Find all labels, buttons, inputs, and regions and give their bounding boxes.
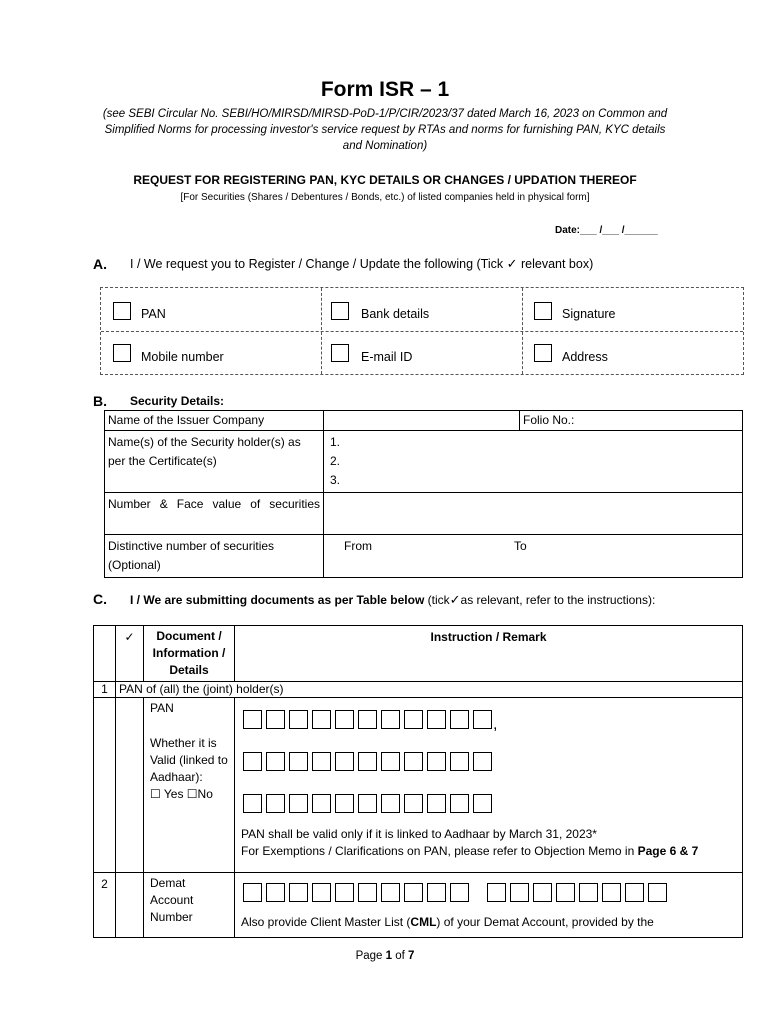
date-field[interactable]: Date:___ /___ /______ [555, 225, 658, 236]
form-title: Form ISR – 1 [320, 78, 450, 101]
issuer-label: Name of the Issuer Company [105, 411, 324, 431]
row1-valid-label: Whether it is Valid (linked to Aadhaar): [150, 736, 228, 784]
section-a-text [130, 256, 593, 272]
email-checkbox[interactable] [331, 344, 349, 362]
distinctive-label: Distinctive number of securities (Optional) [105, 535, 324, 578]
face-value-label: Number & Face value of securities [105, 493, 324, 535]
row1-tick-cell[interactable] [116, 698, 144, 873]
pan-checkbox[interactable] [113, 302, 131, 320]
no-option[interactable]: ☐No [186, 787, 213, 801]
page-label: Page [355, 950, 383, 962]
folio-label: Folio No.: [523, 413, 575, 427]
col-tick-header [116, 626, 144, 682]
cml-bold: CML [410, 915, 437, 929]
section-a-letter: A. [93, 256, 107, 272]
section-a-text-end: relevant box) [520, 257, 594, 271]
section-c-letter: C. [93, 591, 107, 607]
option-email-label: E-mail ID [361, 350, 413, 364]
row2-tick-cell[interactable] [116, 873, 144, 938]
security-details-table [104, 410, 743, 578]
section-a-text-start: I / We request you to Register / Change / Update the following (Tick [130, 257, 504, 271]
tick-icon: ✓ [449, 592, 461, 607]
request-subheading: [For Securities (Shares / Debentures / Bonds, etc.) of listed companies held in physical form] [180, 192, 590, 203]
row1-number: 1 [94, 682, 116, 698]
tick-icon: ✓ [506, 256, 518, 271]
documents-table [93, 625, 743, 938]
option-bank-label: Bank details [361, 307, 430, 321]
col-num-header [94, 626, 116, 682]
holder-3: 3. [330, 473, 341, 487]
face-value-input[interactable] [324, 493, 743, 535]
section-c-rest2: as relevant, refer to the instructions): [460, 593, 656, 607]
cml-note: Also provide Client Master List (CML) of your Demat Account, provided by the [241, 915, 654, 929]
option-signature-label: Signature [562, 307, 616, 321]
pan-boxes-row-1[interactable] [243, 710, 497, 734]
update-options-grid [100, 287, 744, 375]
section-b-letter: B. [93, 393, 107, 409]
col-instruction-header: Instruction / Remark [235, 626, 743, 682]
mobile-checkbox[interactable] [113, 344, 131, 362]
bank-details-checkbox[interactable] [331, 302, 349, 320]
page-total: 7 [408, 950, 415, 962]
holder-2: 2. [330, 454, 341, 468]
to-label: To [514, 539, 527, 553]
holders-label: Name(s) of the Security holder(s) as per the Certificate(s) [105, 431, 324, 493]
tick-icon: ✓ [124, 630, 135, 644]
pan-boxes-row-3[interactable] [243, 794, 496, 818]
holder-1: 1. [330, 435, 341, 449]
page-current: 1 [385, 950, 393, 962]
row1-doc-cell [144, 698, 235, 873]
pan-note-2: For Exemptions / Clarifications on PAN, please refer to Objection Memo in Page 6 & 7 [241, 844, 699, 858]
signature-checkbox[interactable] [534, 302, 552, 320]
yes-option[interactable]: ☐ Yes [150, 787, 184, 801]
pan-boxes-row-2[interactable] [243, 752, 496, 776]
section-b-title: Security Details: [130, 394, 225, 408]
row1-title: PAN of (all) the (joint) holder(s) [116, 682, 743, 698]
page-of: of [395, 950, 405, 962]
form-subtitle: (see SEBI Circular No. SEBI/HO/MIRSD/MIRSD-PoD-1/P/CIR/2023/37 dated March 16, 2023 on Common and Simplified Norms for processing investor's service request by RTAs and norms for furnishing PAN, KYC details and Nomination) [102, 108, 668, 152]
aadhaar-link-options [150, 786, 231, 803]
issuer-input[interactable] [324, 411, 520, 431]
demat-boxes[interactable] [243, 883, 671, 908]
page-footer [0, 950, 770, 962]
row2-doc: Demat Account Number [144, 873, 235, 938]
option-address-label: Address [562, 350, 608, 364]
row2-number: 2 [94, 873, 116, 938]
objection-memo-ref: Page 6 & 7 [637, 844, 699, 858]
address-checkbox[interactable] [534, 344, 552, 362]
holders-input[interactable] [324, 431, 743, 493]
row1-doc-pan: PAN [150, 701, 174, 715]
col-doc-header: Document / Information / Details [144, 626, 235, 682]
row2-instruction-cell [235, 873, 743, 938]
option-mobile-label: Mobile number [141, 350, 224, 364]
section-c-rest1: (tick [427, 593, 450, 607]
section-c-bold: I / We are submitting documents as per Table below [130, 593, 425, 607]
request-heading: REQUEST FOR REGISTERING PAN, KYC DETAILS OR CHANGES / UPDATION THEREOF [133, 173, 637, 187]
from-label: From [344, 539, 372, 553]
row1-num-blank [94, 698, 116, 873]
pan-notes [241, 826, 738, 860]
option-pan-label: PAN [141, 307, 166, 321]
pan-note-1: PAN shall be valid only if it is linked to Aadhaar by March 31, 2023* [241, 827, 597, 841]
section-c-text [130, 591, 720, 609]
row1-instruction-cell [235, 698, 743, 873]
pan-comma: , [493, 716, 498, 733]
distinctive-input[interactable] [324, 535, 743, 578]
folio-cell[interactable] [520, 411, 743, 431]
